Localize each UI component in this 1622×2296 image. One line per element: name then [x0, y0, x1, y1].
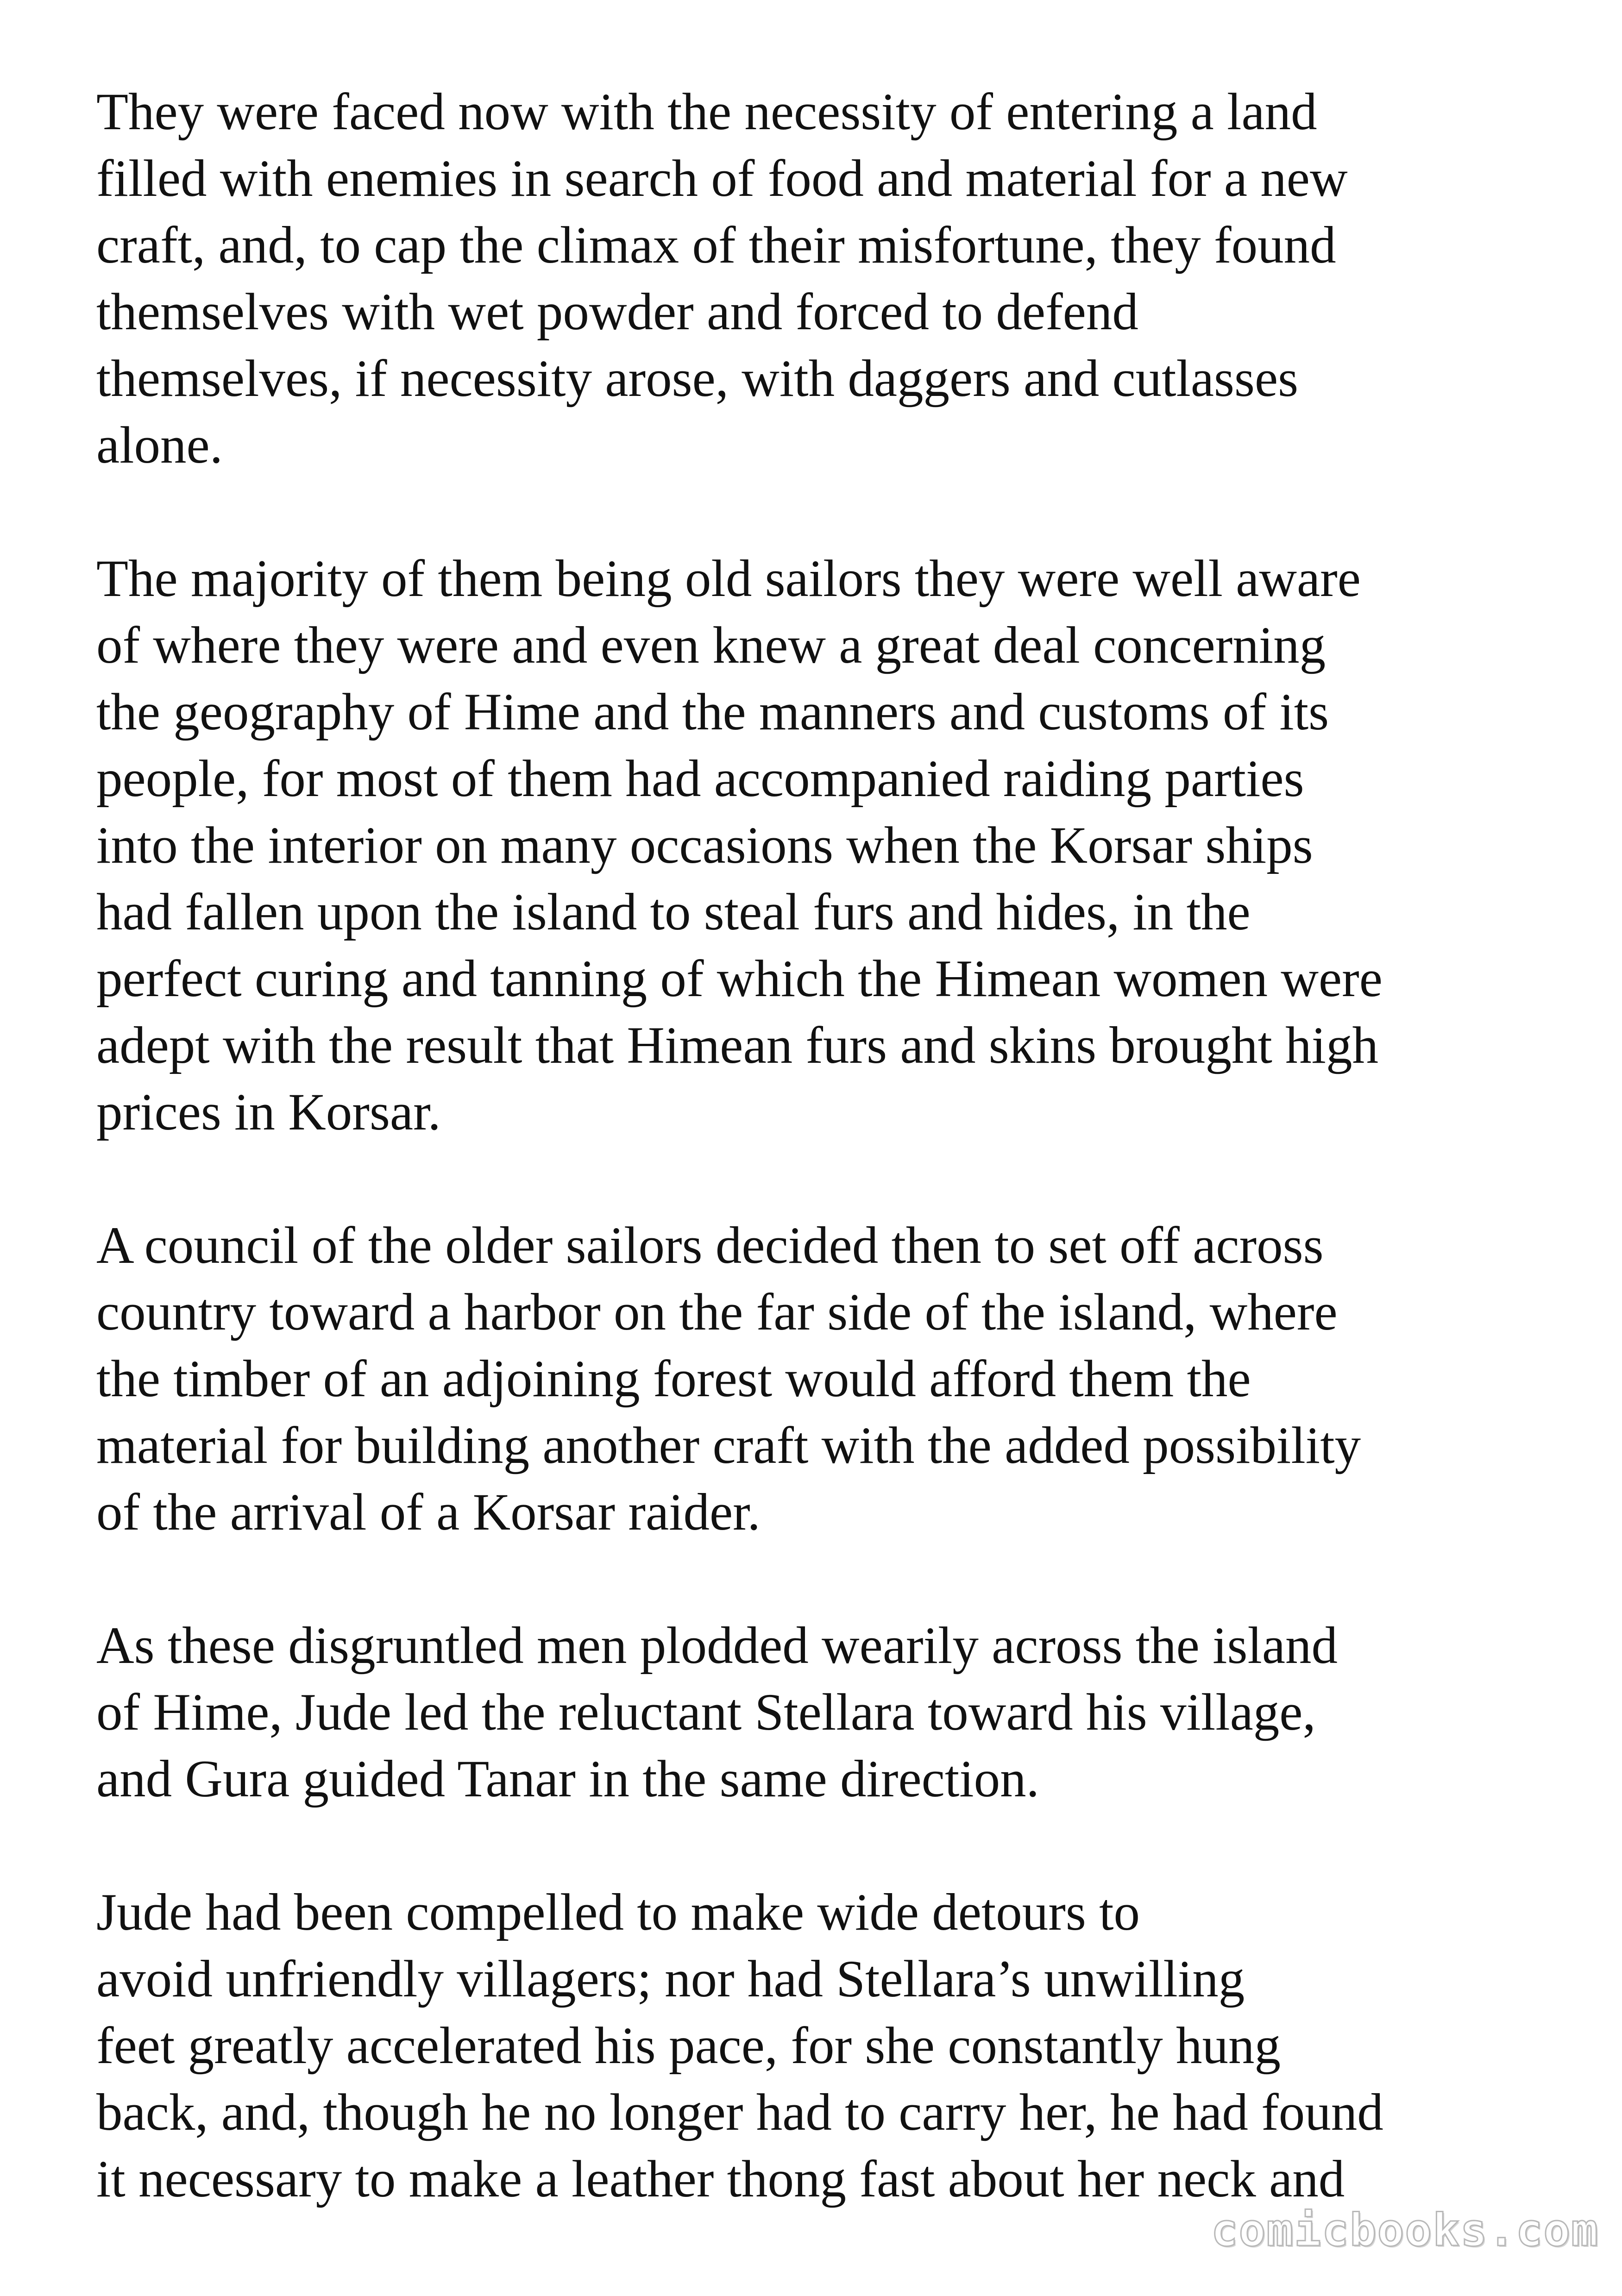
- text-line: had fallen upon the island to steal furs and hides, in the: [96, 883, 1251, 941]
- text-line: filled with enemies in search of food and material for a new: [96, 150, 1348, 207]
- text-line: perfect curing and tanning of which the Himean women were: [96, 950, 1383, 1008]
- text-line: themselves, if necessity arose, with daggers and cutlasses: [96, 350, 1299, 408]
- text-line: people, for most of them had accompanied raiding parties: [96, 750, 1304, 808]
- text-line: the timber of an adjoining forest would afford them the: [96, 1350, 1251, 1408]
- text-line: They were faced now with the necessity of entering a land: [96, 83, 1317, 141]
- text-line: and Gura guided Tanar in the same direction.: [96, 1750, 1039, 1808]
- text-line: alone.: [96, 416, 223, 474]
- text-line: A council of the older sailors decided then to set off across: [96, 1217, 1324, 1274]
- text-line: of the arrival of a Korsar raider.: [96, 1483, 761, 1541]
- text-line: country toward a harbor on the far side of the island, where: [96, 1283, 1338, 1341]
- text-line: of Hime, Jude led the reluctant Stellara toward his village,: [96, 1683, 1316, 1741]
- text-line: prices in Korsar.: [96, 1083, 441, 1141]
- text-line: material for building another craft with the added possibility: [96, 1417, 1361, 1474]
- text-line: into the interior on many occasions when the Korsar ships: [96, 816, 1313, 874]
- text-line: The majority of them being old sailors they were well aware: [96, 550, 1361, 608]
- body-text: [96, 79, 1555, 2279]
- text-line: adept with the result that Himean furs and skins brought high: [96, 1016, 1379, 1074]
- text-line: Jude had been compelled to make wide detours to: [96, 1883, 1140, 1941]
- text-line: of where they were and even knew a great deal concerning: [96, 616, 1326, 674]
- watermark: comicbooks.com: [1211, 2204, 1599, 2256]
- paragraph-1: [96, 79, 1555, 479]
- paragraph-5: [96, 1879, 1555, 2213]
- paragraph-4: [96, 1612, 1555, 1813]
- text-line: back, and, though he no longer had to carry her, he had found: [96, 2083, 1383, 2141]
- paragraph-2: [96, 546, 1555, 1146]
- text-line: themselves with wet powder and forced to defend: [96, 283, 1138, 341]
- text-line: As these disgruntled men plodded wearily across the island: [96, 1617, 1338, 1675]
- text-line: craft, and, to cap the climax of their misfortune, they found: [96, 216, 1336, 274]
- paragraph-3: [96, 1212, 1555, 1546]
- text-line: avoid unfriendly villagers; nor had Stellara’s unwilling: [96, 1950, 1245, 2008]
- text-line: it necessary to make a leather thong fast about her neck and: [96, 2150, 1345, 2208]
- text-line: the geography of Hime and the manners and customs of its: [96, 683, 1329, 741]
- text-line: feet greatly accelerated his pace, for she constantly hung: [96, 2017, 1281, 2075]
